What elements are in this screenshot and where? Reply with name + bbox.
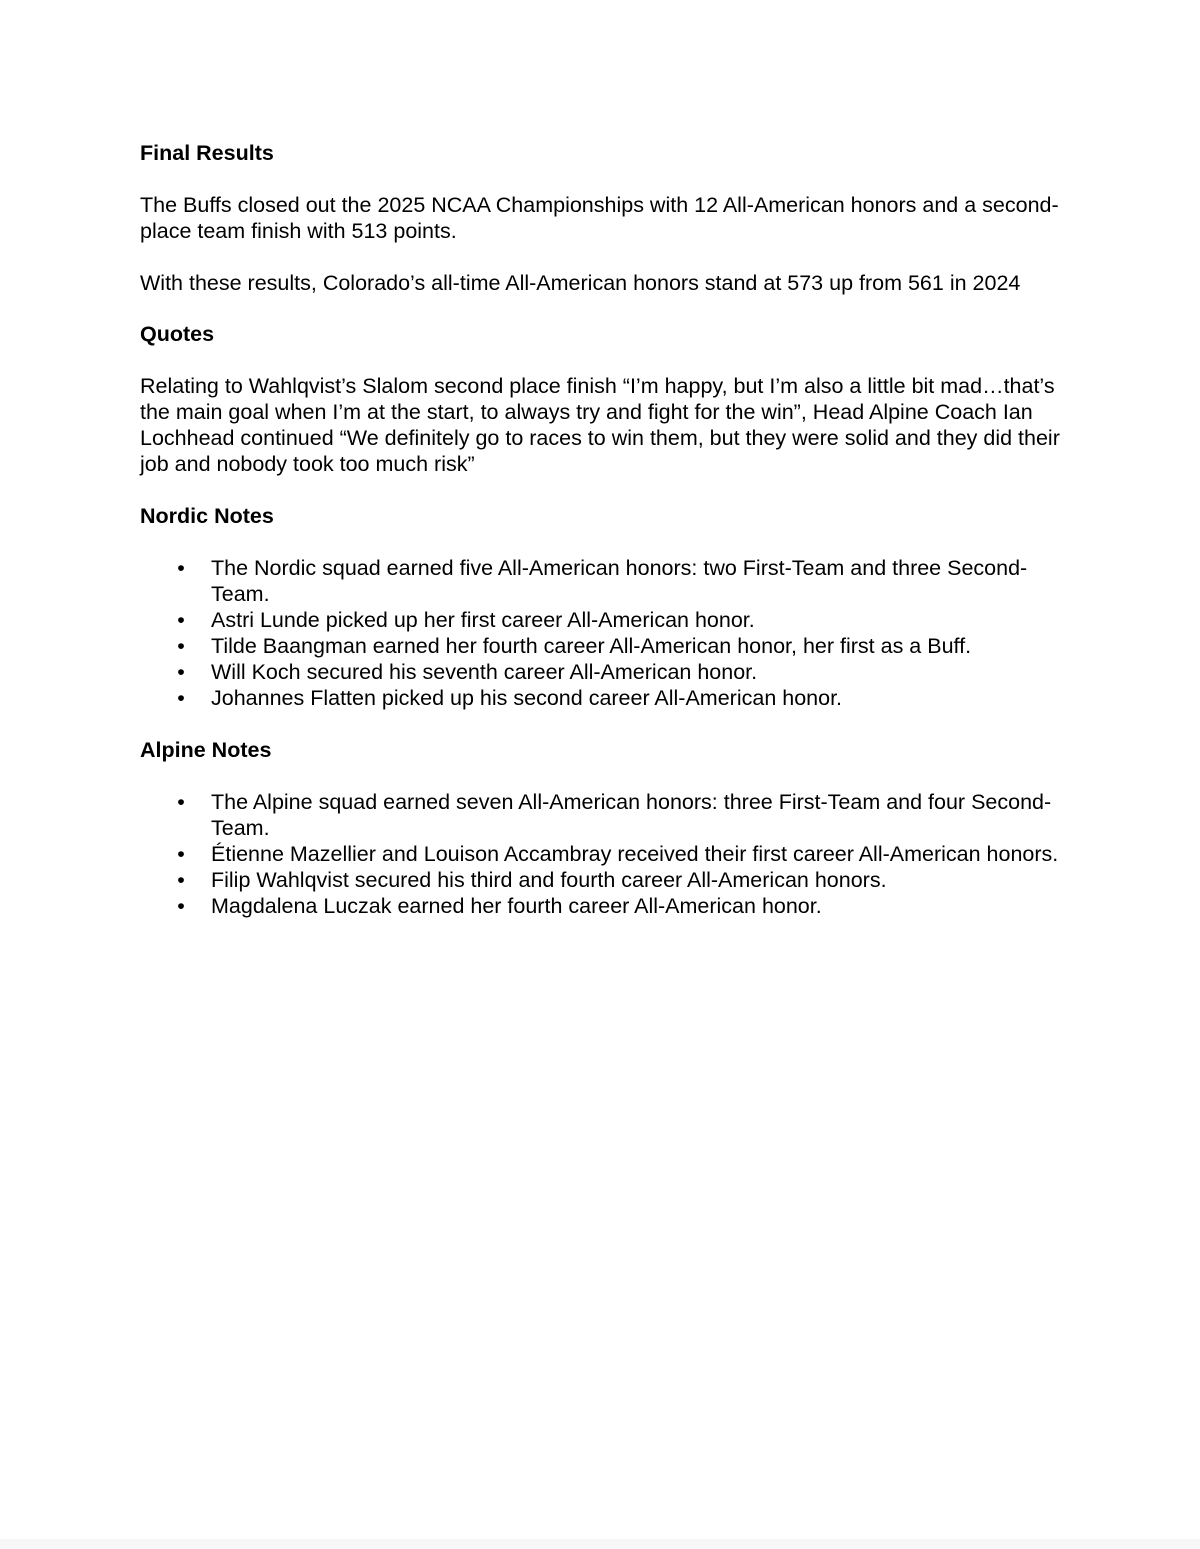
list-item — [140, 867, 1065, 893]
list-item — [140, 659, 1065, 685]
list-item-text: Will Koch secured his seventh career All-American honor. — [211, 660, 758, 684]
bullet-icon: • — [177, 790, 185, 814]
list-item-text: Étienne Mazellier and Louison Accambray received their first career All-American honors. — [211, 842, 1059, 866]
list-item — [140, 685, 1065, 711]
quotes-paragraph: Relating to Wahlqvist’s Slalom second place finish “I’m happy, but I’m also a little bit mad…that’s the main goal when I’m at the start, to always try and fight for the win”, Head Alpine Coach Ian Lochhead continued “We definitely go to races to win them, but they were solid and they did their job and nobody took too much risk” — [140, 374, 1060, 476]
list-item — [140, 841, 1065, 867]
final-results-paragraph-1: The Buffs closed out the 2025 NCAA Championships with 12 All-American honors and a second-place team finish with 513 points. — [140, 193, 1059, 243]
bullet-icon: • — [177, 660, 185, 684]
quotes-heading: Quotes — [140, 322, 215, 346]
page-bottom-edge — [0, 1539, 1200, 1549]
bullet-icon: • — [177, 608, 185, 632]
bullet-icon: • — [177, 634, 185, 658]
bullet-icon: • — [177, 842, 185, 866]
document-body — [140, 140, 1065, 919]
bullet-icon: • — [177, 894, 185, 918]
list-item — [140, 555, 1065, 607]
alpine-notes-list — [140, 789, 1065, 919]
bullet-icon: • — [177, 556, 185, 580]
final-results-paragraph-2: With these results, Colorado’s all-time All-American honors stand at 573 up from 561 in 2024 — [140, 271, 1021, 295]
list-item-text: Johannes Flatten picked up his second career All-American honor. — [211, 686, 843, 710]
alpine-notes-heading: Alpine Notes — [140, 738, 272, 762]
list-item — [140, 607, 1065, 633]
list-item-text: Filip Wahlqvist secured his third and fourth career All-American honors. — [211, 868, 887, 892]
nordic-notes-list — [140, 555, 1065, 711]
nordic-notes-heading: Nordic Notes — [140, 504, 274, 528]
list-item-text: Tilde Baangman earned her fourth career All-American honor, her first as a Buff. — [211, 634, 972, 658]
final-results-heading: Final Results — [140, 141, 274, 165]
list-item-text: The Alpine squad earned seven All-American honors: three First-Team and four Second-Team. — [211, 790, 1052, 840]
list-item — [140, 633, 1065, 659]
list-item-text: The Nordic squad earned five All-American honors: two First-Team and three Second-Team. — [211, 556, 1028, 606]
bullet-icon: • — [177, 686, 185, 710]
bullet-icon: • — [177, 868, 185, 892]
list-item-text: Magdalena Luczak earned her fourth career All-American honor. — [211, 894, 822, 918]
list-item-text: Astri Lunde picked up her first career All-American honor. — [211, 608, 755, 632]
list-item — [140, 789, 1065, 841]
list-item — [140, 893, 1065, 919]
